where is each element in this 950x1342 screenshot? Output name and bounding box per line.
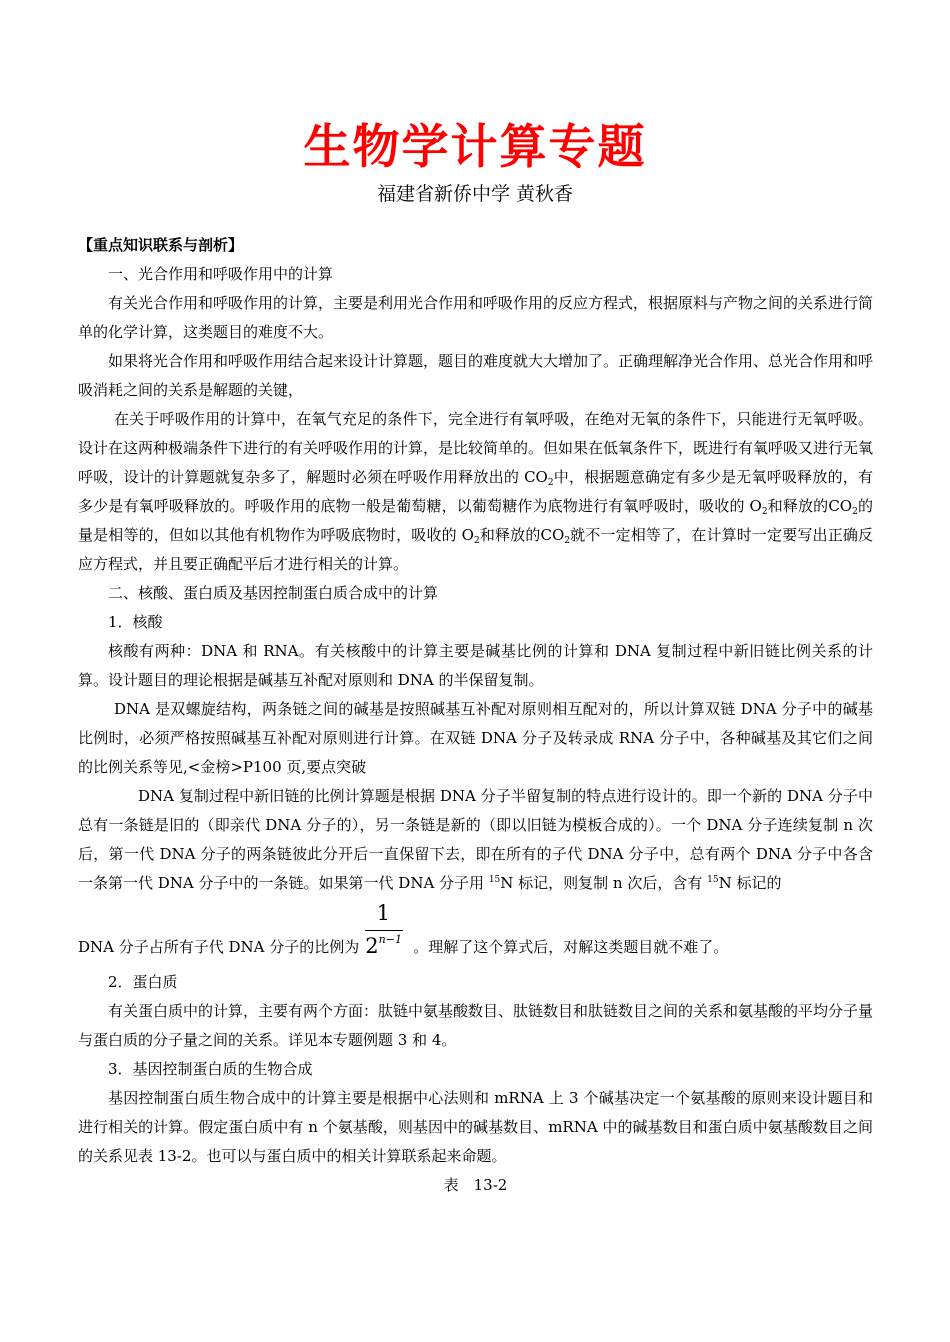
subheading-protein: 2．蛋白质	[108, 973, 178, 991]
paragraph-dna-replication: DNA 复制过程中新旧链的比例计算题是根据 DNA 分子半留复制的特点进行设计的。即一个新的 DNA 分子中总有一条链是旧的（即亲代 DNA 分子的），另一条链是新的（即以旧链为模板合成的）。一个 DNA 分子连续复制 n 次后，第一代 DNA 分子的两条链彼此分开后一直保留下去，即在所有的子代 DNA 分子中，总有两个 DNA 分子中各含一条第一代 DNA 分子中的一条链。如果第一代 DNA 分子用 $^{15}$N 标记，则复制 n 次后，含有 $^{15}$N 标记的	[78, 787, 873, 892]
paragraph: DNA 是双螺旋结构，两条链之间的碱基是按照碱基互补配对原则相互配对的，所以计算双链 DNA 分子中的碱基比例时，必须严格按照碱基互补配对原则进行计算。在双链 DNA 分子及转录成 RNA 分子中，各种碱基及其它们之间的比例关系等见,<金榜>P100 页,要点突破	[78, 700, 873, 776]
author-line: 福建省新侨中学 黄秋香	[376, 183, 574, 205]
table-caption: 表 13-2	[443, 1176, 508, 1194]
paragraph: 有关光合作用和呼吸作用的计算，主要是利用光合作用和呼吸作用的反应方程式，根据原料与产物之间的关系进行简单的化学计算，这类题目的难度不大。	[78, 294, 874, 341]
paragraph-respiration: 在关于呼吸作用的计算中，在氧气充足的条件下，完全进行有氧呼吸，在绝对无氧的条件下，只能进行无氧呼吸。设计在这两种极端条件下进行的有关呼吸作用的计算，是比较简单的。但如果在低氧条件下，既进行有氧呼吸又进行无氧呼吸，设计的计算题就复杂多了，解题时必须在呼吸作用释放出的 $CO_2$中，根据题意确定有多少是无氧呼吸释放的，有多少是有氧呼吸释放的。呼吸作用的底物一般是葡萄糖，以葡萄糖作为底物进行有氧呼吸时，吸收的 $O_2$和释放的$CO_2$的量是相等的，但如以其他有机物作为呼吸底物时，吸收的 $O_2$和释放的$CO_2$就不一定相等了，在计算时一定要写出正确反应方程式，并且要正确配平后才进行相关的计算。	[78, 410, 874, 573]
paragraph: 核酸有两种：DNA 和 RNA。有关核酸中的计算主要是碱基比例的计算和 DNA 复制过程中新旧链比例关系的计算。设计题目的理论根据是碱基互补配对原则和 DNA 的半保留复制。	[78, 642, 873, 689]
paragraph: 有关蛋白质中的计算，主要有两个方面：肽链中氨基酸数目、肽链数目和肽链数目之间的关系和氨基酸的平均分子量与蛋白质的分子量之间的关系。详见本专题例题 3 和 4。	[78, 1002, 874, 1049]
paragraph: 基因控制蛋白质生物合成中的计算主要是根据中心法则和 mRNA 上 3 个碱基决定一个氨基酸的原则来设计题目和进行相关的计算。假定蛋白质中有 n 个氨基酸，则基因中的碱基数目、mRNA 中的碱基数目和蛋白质中氨基酸数目之间的关系见表 13-2。也可以与蛋白质中的相关计算联系起来命题。	[78, 1089, 873, 1165]
subheading-nucleic-acid: 1．核酸	[108, 613, 163, 631]
subheading-gene-expression: 3．基因控制蛋白质的生物合成	[108, 1060, 313, 1078]
heading-nucleic-protein: 二、核酸、蛋白质及基因控制蛋白质合成中的计算	[108, 584, 439, 602]
heading-photosynthesis: 一、光合作用和呼吸作用中的计算	[108, 265, 334, 283]
fraction-formula: $\frac{1}{2^{n-1}}$	[365, 901, 402, 958]
formula-line: DNA 分子占所有子代 DNA 分子的比例为 $\frac{1}{2^{n-1}}$ 。理解了这个算式后，对解这类题目就不难了。	[78, 898, 873, 968]
document-body	[78, 231, 873, 1200]
section-heading: 【重点知识联系与剖析】	[78, 236, 244, 254]
page-title: 生物学计算专题	[303, 120, 647, 175]
paragraph: 如果将光合作用和呼吸作用结合起来设计计算题，题目的难度就大大增加了。正确理解净光合作用、总光合作用和呼吸消耗之间的关系是解题的关键，	[78, 352, 874, 399]
